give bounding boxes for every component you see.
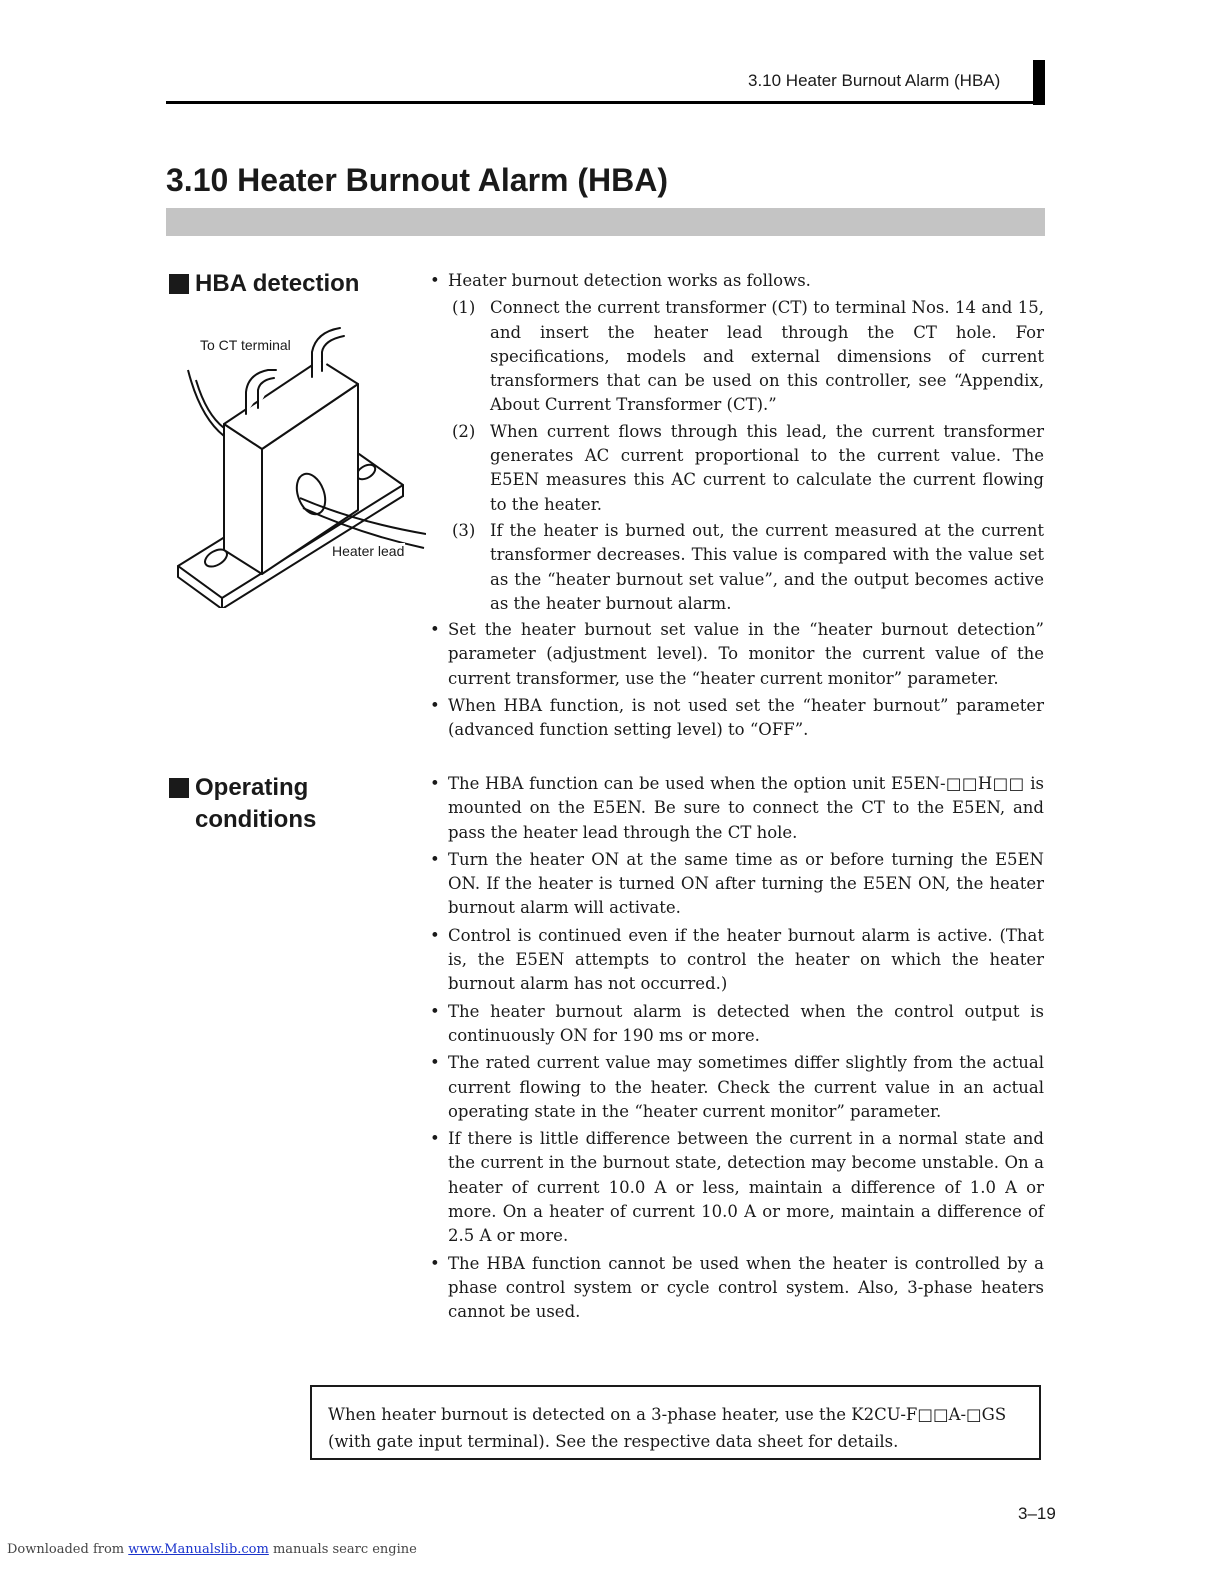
list-item: • Control is continued even if the heater burnout alarm is active. (That is, the E5EN attempts to control the heater on which the heater burnout alarm has not occurred.)	[430, 924, 1044, 997]
numbered-step: (3) If the heater is burned out, the current measured at the current transformer decreases. This value is compared with the value set as the “heater burnout set value”, and the output becomes active as the heater burnout alarm.	[452, 520, 1044, 613]
list-item: • If there is little difference between the current in a normal state and the current in the burnout state, detection may become unstable. On a heater of current 10.0 A or less, maintain a difference of 1.0 A or more. On a heater of current 10.0 A or more, maintain a difference of 2.5 A or more.	[430, 1127, 1044, 1248]
list-item: • The HBA function cannot be used when the heater is controlled by a phase control system or cycle control system. Also, 3-phase heaters cannot be used.	[430, 1252, 1044, 1325]
section-heading-operating-conditions: Operating conditions	[169, 772, 316, 836]
footer-suffix: manuals searc engine	[268, 1542, 417, 1557]
download-footer	[7, 1542, 417, 1557]
note-box	[310, 1385, 1041, 1460]
section-heading-hba-detection: HBA detection	[169, 268, 359, 300]
footer-prefix: Downloaded from	[7, 1542, 129, 1557]
list-item: • Set the heater burnout set value in the “heater burnout detection” parameter (adjustment level). To monitor the current value of the current transformer, use the “heater current monitor” parameter.	[430, 618, 1044, 691]
hba-detection-body	[430, 269, 1044, 746]
figure-label-heater-lead: Heater lead	[332, 543, 405, 559]
current-transformer-drawing	[176, 322, 426, 608]
figure-label-ct-terminal: To CT terminal	[200, 337, 291, 353]
note-text: When heater burnout is detected on a 3-phase heater, use the K2CU-F□□A-□GS (with gate input terminal). See the respective data sheet for details.	[328, 1405, 1007, 1451]
list-item: • The heater burnout alarm is detected when the control output is continuously ON for 190 ms or more.	[430, 1000, 1044, 1049]
manualslib-link[interactable]: www.Manualslib.com	[128, 1542, 269, 1557]
title-shade-bar	[166, 208, 1045, 236]
square-bullet-icon	[169, 778, 189, 798]
list-item: • The HBA function can be used when the option unit E5EN-□□H□□ is mounted on the E5EN. Be sure to connect the CT to the E5EN, and pass the heater lead through the CT hole.	[430, 772, 1044, 845]
header-tab-marker	[1033, 60, 1045, 105]
list-item: • The rated current value may sometimes differ slightly from the actual current flowing to the heater. Check the current value in an actual operating state in the “heater current monitor” parameter.	[430, 1051, 1044, 1124]
square-bullet-icon	[169, 274, 189, 294]
running-header: 3.10 Heater Burnout Alarm (HBA)	[748, 71, 1001, 90]
list-item: • Turn the heater ON at the same time as or before turning the E5EN ON. If the heater is turned ON after turning the E5EN ON, the heater burnout alarm will activate.	[430, 848, 1044, 921]
list-item: • Heater burnout detection works as follows.	[430, 269, 1044, 293]
numbered-step: (2) When current flows through this lead, the current transformer generates AC current proportional to the current value. The E5EN measures this AC current to calculate the current flowing to the heater.	[452, 421, 1044, 514]
current-transformer-figure	[176, 322, 426, 608]
numbered-step: (1) Connect the current transformer (CT) to terminal Nos. 14 and 15, and insert the heater lead through the CT hole. For specifications, models and external dimensions of current transformers that can be used on this controller, see “Appendix, About Current Transformer (CT).”	[452, 298, 1044, 415]
list-item: • When HBA function, is not used set the “heater burnout” parameter (advanced function setting level) to “OFF”.	[430, 694, 1044, 743]
operating-conditions-body	[430, 772, 1044, 1328]
page-number: 3–19	[1018, 1504, 1056, 1523]
page-title: 3.10 Heater Burnout Alarm (HBA)	[166, 162, 669, 198]
header-rule	[166, 101, 1045, 104]
